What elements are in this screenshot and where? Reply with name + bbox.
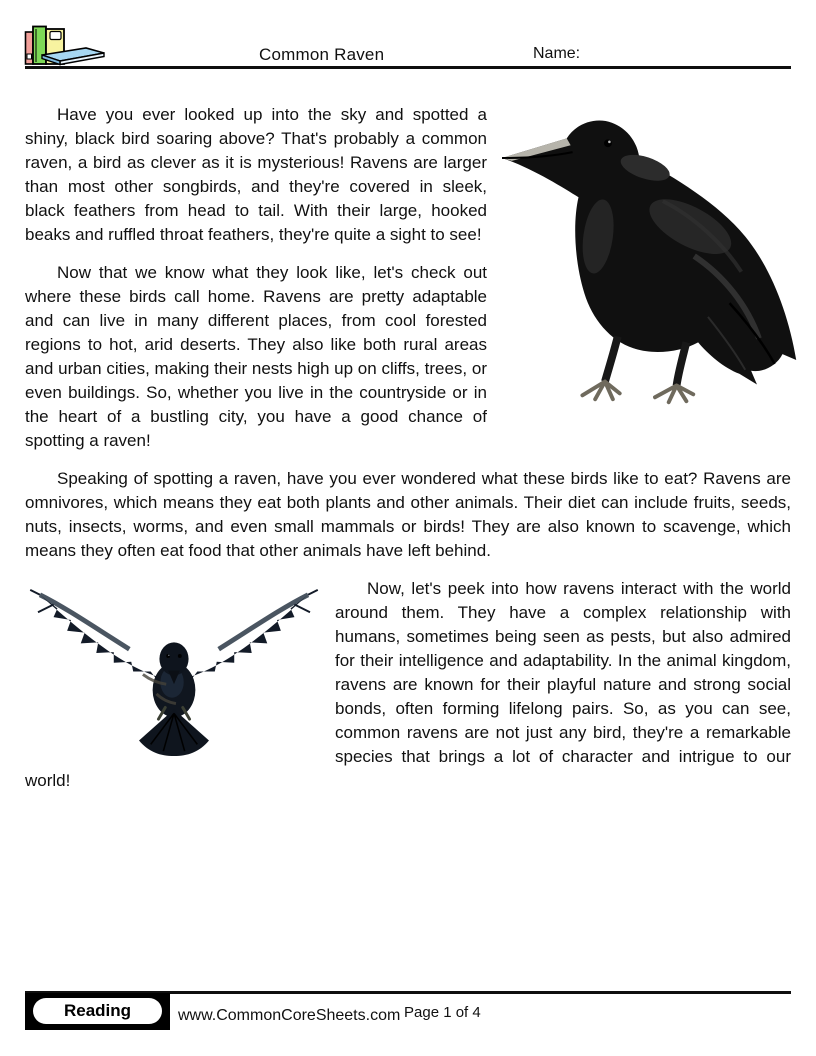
flying-raven-illustration (25, 587, 323, 757)
paragraph-2: Now that we know what they look like, let's check out where these birds call home. Ravens are pretty adaptable and can live in many different places, from cool forested regions to hot, arid deserts. They also like both rural areas and urban cities, making their nests high up on cliffs, trees, or even buildings. So, whether you live in the countryside or in the heart of a bustling city, you have a good chance of spotting a raven! (25, 263, 487, 450)
website-url: www.CommonCoreSheets.com (178, 1007, 401, 1024)
standing-raven-illustration (497, 107, 813, 411)
name-label: Name: (533, 45, 581, 62)
paragraph-4: Now, let's peek into how ravens interact with the world around them. They have a complex relationship with humans, sometimes being seen as pests, but also admired for their intelligence and adaptability. In the animal kingdom, ravens are known for their playful nature and strong social bonds, often forming lifelong pairs. So, as you can see, common ravens are not just any bird, they're a remarkable species that brings a lot of character and intrigue to our world! (25, 579, 791, 790)
standing-raven-image (497, 103, 813, 421)
flying-raven-image (25, 577, 325, 761)
reading-badge-label: Reading (33, 998, 162, 1024)
paragraph-1: Have you ever looked up into the sky and spotted a shiny, black bird soaring above? That's probably a common raven, a bird as clever as it is mysterious! Ravens are larger than most other songbirds, and they're covered in sleek, black feathers from head to tail. With their large, hooked beaks and ruffled throat feathers, they're quite a sight to see! (25, 105, 487, 244)
reading-passage (25, 103, 791, 807)
page-number: Page 1 of 4 (404, 1004, 481, 1021)
reading-badge (25, 993, 170, 1030)
page-title: Common Raven (259, 45, 385, 64)
paragraph-3: Speaking of spotting a raven, have you ever wondered what these birds like to eat? Ravens are omnivores, which means they eat both plants and other animals. Their diet can include fruits, seeds, nuts, insects, worms, and even small mammals or birds! They are also known to scavenge, which means they often eat food that other animals have left behind. (25, 469, 791, 560)
header-rule (25, 66, 791, 69)
stacked-books-logo-icon (24, 24, 110, 68)
